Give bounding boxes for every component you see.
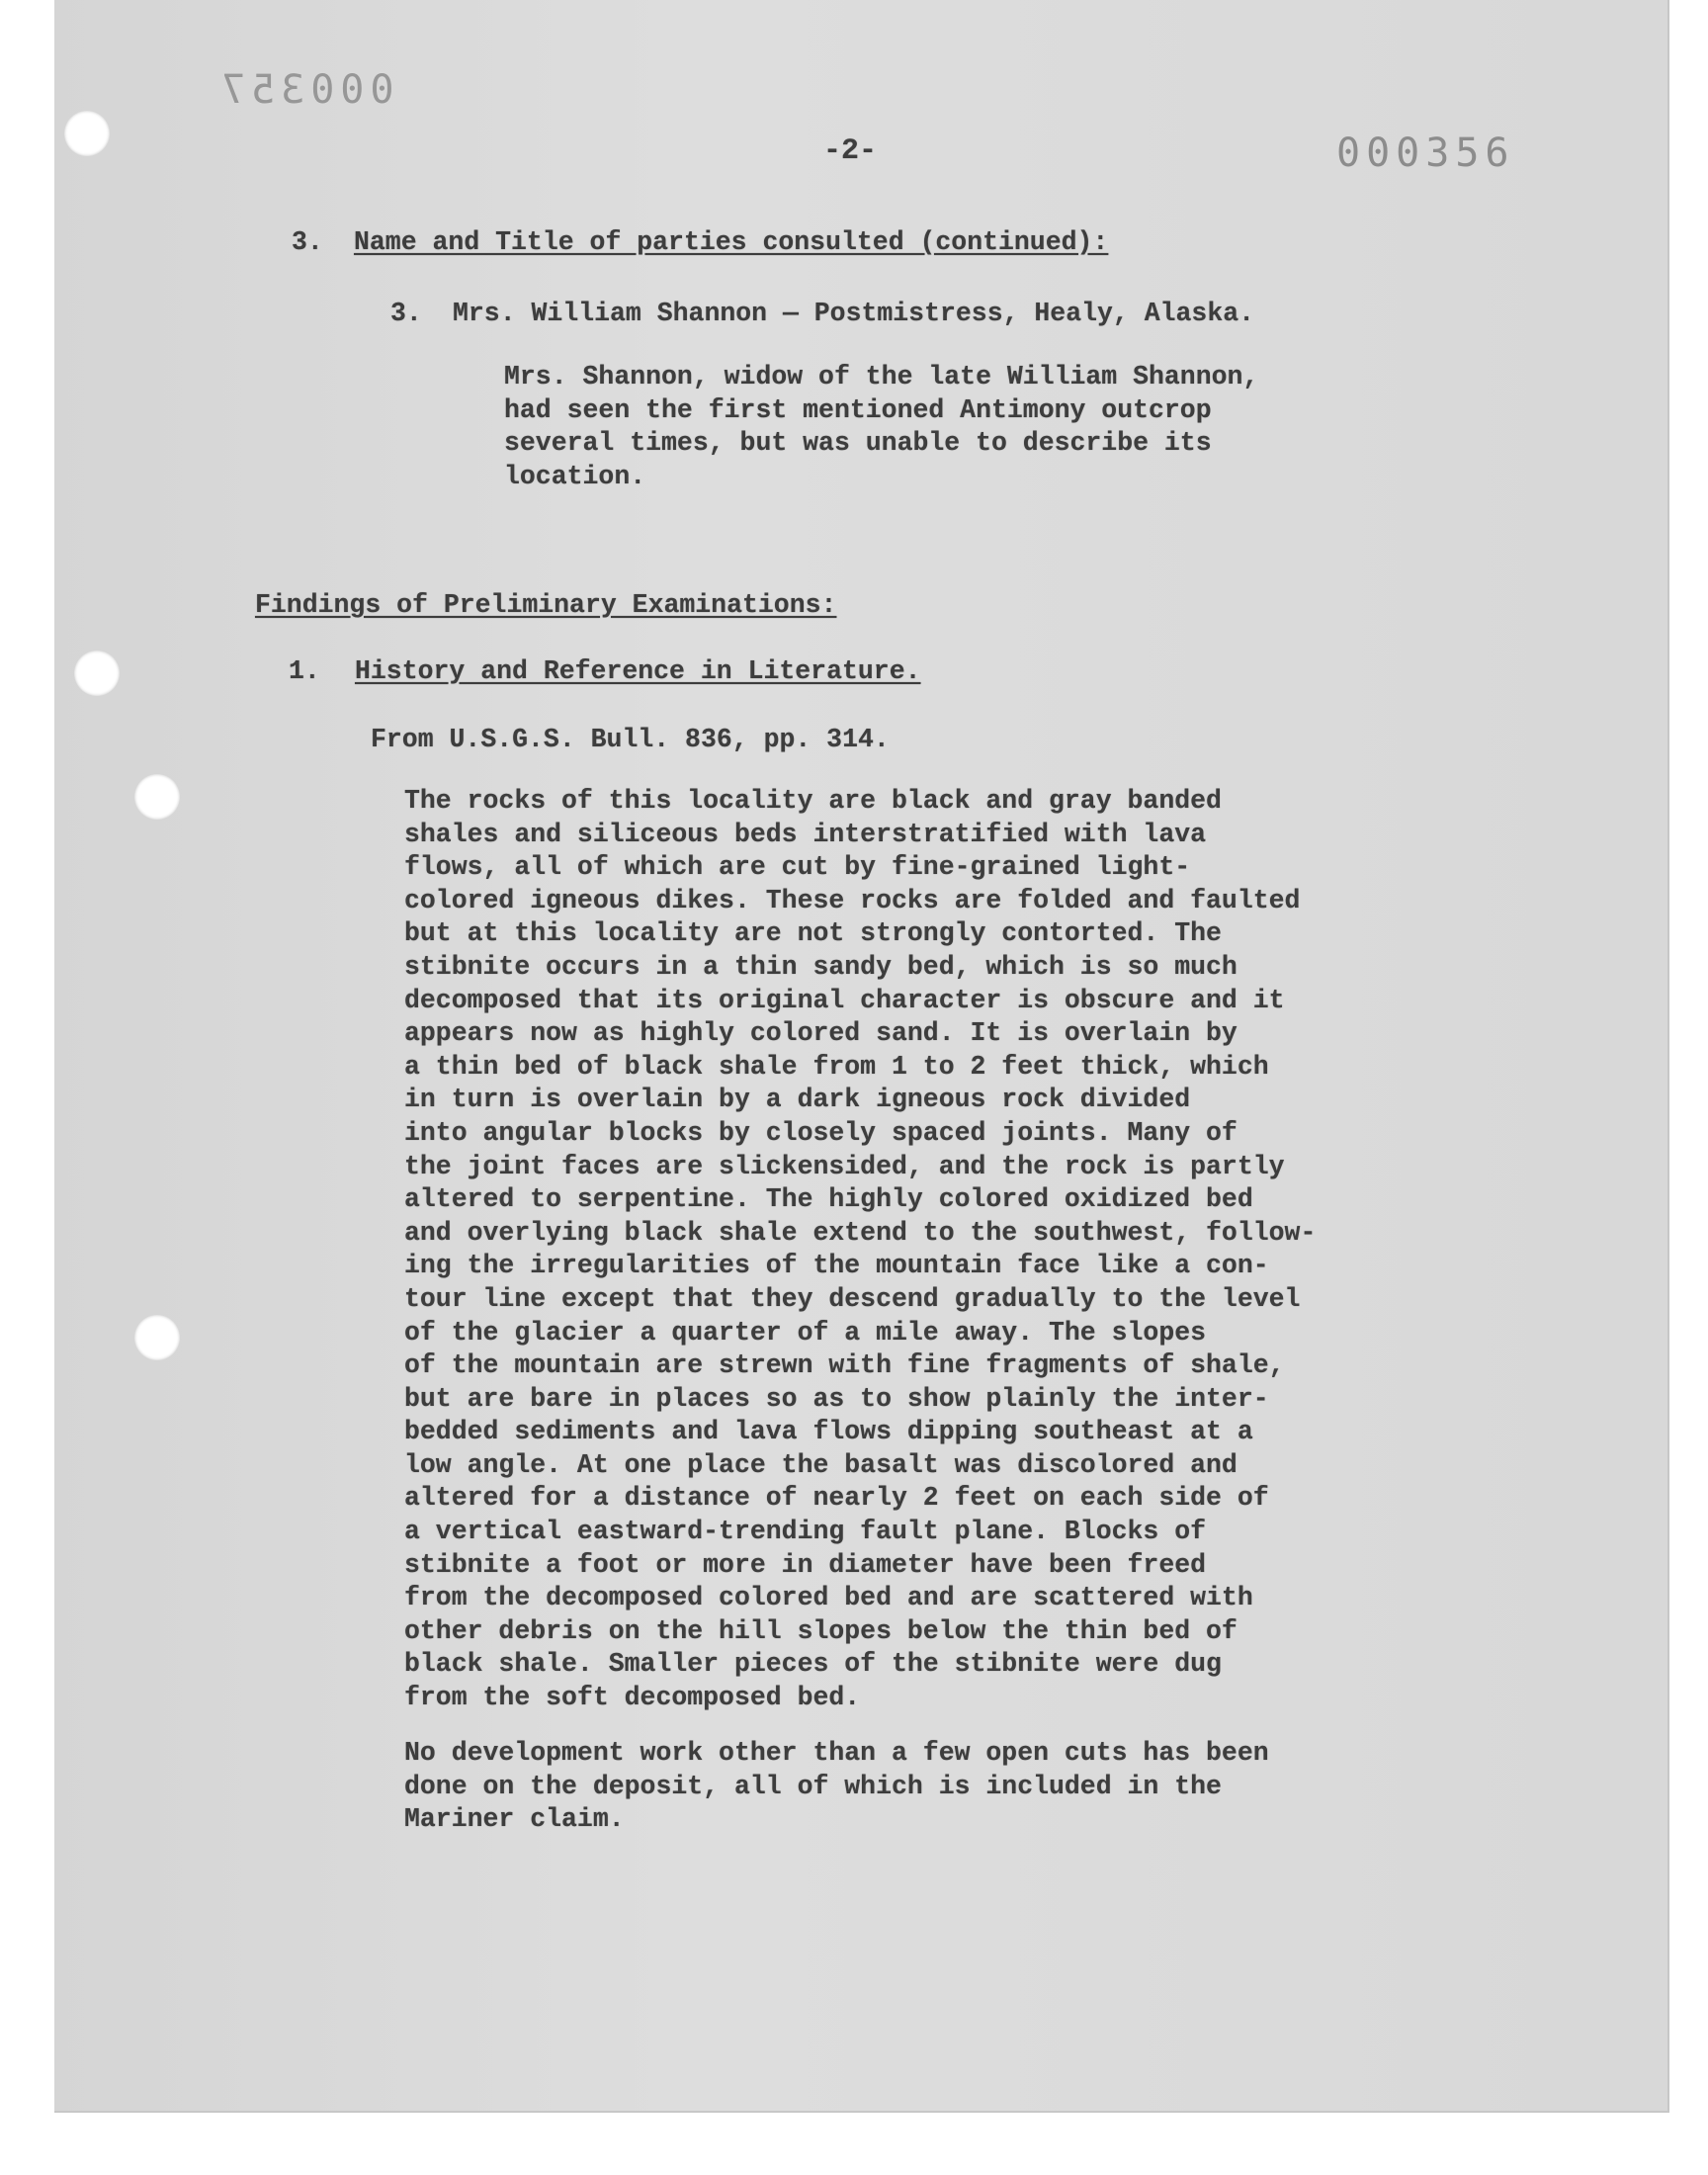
- quote-line: shales and siliceous beds interstratified with lava: [404, 819, 1207, 849]
- punch-hole-lower-middle: [134, 774, 180, 820]
- quote-line: black shale. Smaller pieces of the stibnite were dug: [404, 1649, 1222, 1680]
- page-id-stamp: 000356: [1336, 130, 1515, 176]
- quote-line: of the glacier a quarter of a mile away. The slopes: [404, 1317, 1207, 1348]
- quote-line: bedded sediments and lava flows dipping southeast at a: [404, 1417, 1253, 1447]
- quote-line: a vertical eastward-trending fault plane. Blocks of: [404, 1517, 1207, 1547]
- quote-line: but at this locality are not strongly contorted. The: [404, 918, 1222, 949]
- findings-heading: Findings of Preliminary Examinations:: [255, 590, 837, 620]
- quote-line: other debris on the hill slopes below the thin bed of: [404, 1615, 1238, 1646]
- quote-line: stibnite occurs in a thin sandy bed, which is so much: [404, 951, 1238, 982]
- punch-hole-upper-middle: [74, 651, 120, 696]
- quote-line: stibnite a foot or more in diameter have been freed: [404, 1549, 1207, 1580]
- closing-line: Mariner claim.: [404, 1804, 625, 1835]
- quote-line: colored igneous dikes. These rocks are folded and faulted: [404, 885, 1301, 915]
- punch-hole-bottom: [134, 1315, 180, 1360]
- section-number: 3.: [292, 227, 323, 257]
- quote-line: and overlying black shale extend to the southwest, follow-: [404, 1217, 1317, 1248]
- quote-line: into angular blocks by closely spaced joints. Many of: [404, 1117, 1238, 1148]
- page-number: -2-: [823, 134, 878, 168]
- quote-line: flows, all of which are cut by fine-grained light-: [404, 852, 1191, 883]
- paragraph-line: had seen the first mentioned Antimony outcrop: [504, 394, 1212, 425]
- subsection-number: 1.: [289, 656, 320, 686]
- quoted-paragraph: [404, 785, 1316, 1715]
- quote-line: in turn is overlain by a dark igneous rock divided: [404, 1085, 1191, 1115]
- quote-line: decomposed that its original character is obscure and it: [404, 985, 1285, 1015]
- paragraph-line: location.: [504, 461, 646, 491]
- item-number: 3.: [390, 299, 422, 328]
- quote-line: appears now as highly colored sand. It is overlain by: [404, 1018, 1238, 1049]
- punch-hole-top: [64, 111, 110, 156]
- quote-line: low angle. At one place the basalt was discolored and: [404, 1449, 1238, 1480]
- citation: From U.S.G.S. Bull. 836, pp. 314.: [371, 725, 890, 754]
- item-paragraph: [504, 361, 1258, 493]
- quote-line: altered to serpentine. The highly colored oxidized bed: [404, 1184, 1253, 1215]
- quote-line: a thin bed of black shale from 1 to 2 feet thick, which: [404, 1051, 1269, 1082]
- quote-line: from the soft decomposed bed.: [404, 1683, 861, 1713]
- quote-line: the joint faces are slickensided, and the rock is partly: [404, 1151, 1285, 1181]
- closing-line: No development work other than a few open cuts has been: [404, 1738, 1269, 1768]
- quote-line: of the mountain are strewn with fine fragments of shale,: [404, 1350, 1285, 1381]
- quote-line: The rocks of this locality are black and gray banded: [404, 786, 1222, 816]
- mirrored-page-stamp: 000357: [215, 67, 394, 113]
- quote-line: but are bare in places so as to show plainly the inter-: [404, 1383, 1269, 1414]
- closing-line: done on the deposit, all of which is included in the: [404, 1771, 1222, 1801]
- quote-line: ing the irregularities of the mountain face like a con-: [404, 1251, 1269, 1281]
- paragraph-line: Mrs. Shannon, widow of the late William Shannon,: [504, 362, 1259, 392]
- item-title: Mrs. William Shannon — Postmistress, Healy, Alaska.: [453, 299, 1255, 328]
- closing-paragraph: [404, 1737, 1269, 1837]
- section-heading: Name and Title of parties consulted (continued):: [354, 227, 1109, 257]
- quote-line: altered for a distance of nearly 2 feet on each side of: [404, 1483, 1269, 1514]
- quote-line: tour line except that they descend gradually to the level: [404, 1283, 1301, 1314]
- quote-line: from the decomposed colored bed and are scattered with: [404, 1583, 1253, 1613]
- subsection-heading: History and Reference in Literature.: [355, 656, 921, 686]
- paragraph-line: several times, but was unable to describe its: [504, 428, 1212, 459]
